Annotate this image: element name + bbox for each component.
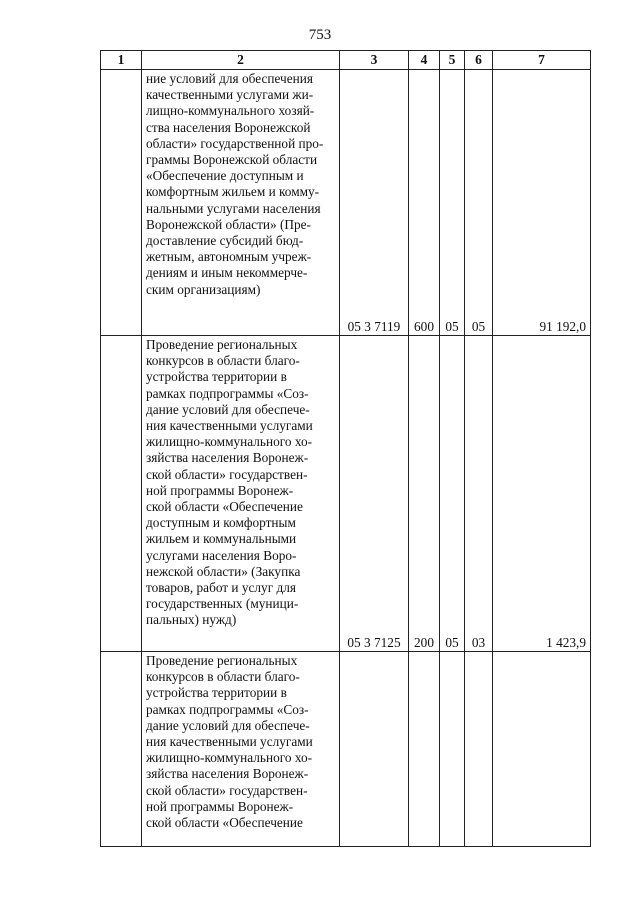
column-header-3: 3: [340, 51, 409, 70]
row-number-cell: [101, 336, 142, 652]
amount-cell: 1 423,9: [493, 336, 591, 652]
target-code-cell: 05 3 7125: [340, 336, 409, 652]
budget-table: [100, 50, 591, 847]
table-header-row: [101, 51, 591, 70]
table-row: [101, 336, 591, 652]
expense-type-cell: 200: [409, 336, 440, 652]
column-header-4: 4: [409, 51, 440, 70]
expense-type-cell: [409, 652, 440, 847]
row-number-cell: [101, 70, 142, 336]
page-number: 753: [308, 27, 332, 43]
column-header-1: 1: [101, 51, 142, 70]
description-cell: ние условий для обеспечения качественными услугами жи- лищно-коммунального хозяй- ства населения Воронежской области» государственной про- граммы Воронежской области «Обеспечение доступным и комфортным жильем и комму- нальными услугами населения Воронежской области» (Пре- доставление субсидий бюд- жетным, автономным учреж- дениям и иным некоммерче- ским организациям): [142, 70, 340, 336]
column-header-7: 7: [493, 51, 591, 70]
column-header-5: 5: [440, 51, 465, 70]
section-cell: [440, 652, 465, 847]
amount-cell: [493, 652, 591, 847]
target-code-cell: [340, 652, 409, 847]
subsection-cell: [465, 652, 493, 847]
table-row: [101, 70, 591, 336]
column-header-6: 6: [465, 51, 493, 70]
column-header-2: 2: [142, 51, 340, 70]
description-cell: Проведение региональных конкурсов в области благо- устройства территории в рамках подпрограммы «Соз- дание условий для обеспече- ния качественными услугами жилищно-коммунального хо- зяйства населения Воронеж- ской области» государствен- ной программы Воронеж- ской области «Обеспечение: [142, 652, 340, 847]
section-cell: 05: [440, 70, 465, 336]
row-number-cell: [101, 652, 142, 847]
subsection-cell: 03: [465, 336, 493, 652]
table-row: [101, 652, 591, 847]
amount-cell: 91 192,0: [493, 70, 591, 336]
expense-type-cell: 600: [409, 70, 440, 336]
description-cell: Проведение региональных конкурсов в области благо- устройства территории в рамках подпрограммы «Соз- дание условий для обеспече- ния качественными услугами жилищно-коммунального хо- зяйства населения Воронеж- ской области» государствен- ной программы Воронеж- ской области «Обеспечение доступным и комфортным жильем и коммунальными услугами населения Воро- нежской области» (Закупка товаров, работ и услуг для государственных (муници- пальных) нужд): [142, 336, 340, 652]
section-cell: 05: [440, 336, 465, 652]
target-code-cell: 05 3 7119: [340, 70, 409, 336]
subsection-cell: 05: [465, 70, 493, 336]
